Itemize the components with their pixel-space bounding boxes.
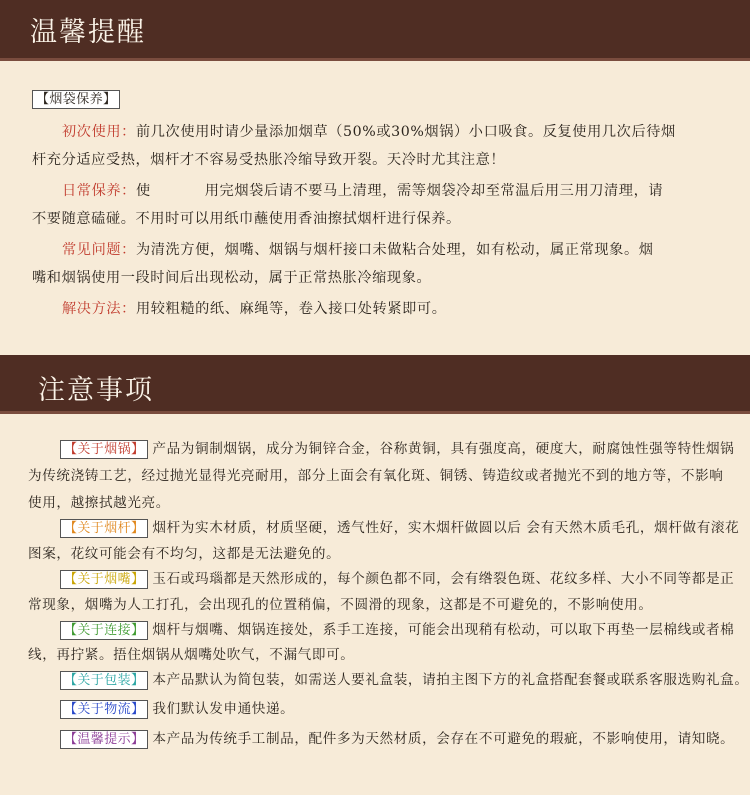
note-tag: 【关于烟嘴】 [60,570,148,589]
note-tag: 【关于包装】 [60,671,148,690]
note-tag: 【温馨提示】 [60,730,148,749]
care-item-first-use: 初次使用：前几次使用时请少量添加烟草（50%或30%烟锅）小口吸食。反复使用几次后待烟 [62,124,676,140]
note-tip: 【温馨提示】 本产品为传统手工制品，配件多为天然材质，会存在不可避免的瑕疵，不影响使用，请知晓。 [60,727,734,749]
note-mouthpiece: 【关于烟嘴】 玉石或玛瑙都是天然形成的，每个颜色都不同，会有绺裂色斑、花纹多样、大小不同等都是正 [60,567,734,589]
care-item-common-issues: 常见问题：为清洗方便，烟嘴、烟锅与烟杆接口未做粘合处理，如有松动，属正常现象。烟 [62,242,654,258]
care-item-label: 解决方法： [62,301,136,317]
note-stem: 【关于烟杆】 烟杆为实木材质，材质坚硬，透气性好，实木烟杆做圆以后 会有天然木质毛孔，烟杆做有滚花 [60,516,739,538]
note-bowl: 【关于烟锅】 产品为铜制烟锅，成分为铜锌合金，谷称黄铜，具有强度高，硬度大，耐腐蚀性强等特性烟锅 [60,437,734,459]
section-title: 温馨提醒 [30,17,146,48]
note-tag: 【关于连接】 [60,621,148,640]
care-item-daily-care: 日常保养：使 用完烟袋后请不要马上清理，需等烟袋冷却至常温后用三用刀清理，请 [62,183,664,199]
care-item-label: 常见问题： [62,242,136,258]
note-tag: 【关于物流】 [60,700,148,719]
section-title: 注意事项 [38,375,154,406]
note-packaging: 【关于包装】 本产品默认为简包装，如需送人要礼盒装，请拍主图下方的礼盒搭配套餐或联系客服选购礼盒。 [60,668,749,690]
care-subheader-tag: 【烟袋保养】 [32,90,120,109]
note-tag: 【关于烟杆】 [60,519,148,538]
care-item-label: 初次使用： [62,124,136,140]
care-item-solution: 解决方法：用较粗糙的纸、麻绳等，卷入接口处转紧即可。 [62,301,447,317]
note-shipping: 【关于物流】 我们默认发申通快递。 [60,697,294,719]
note-connection: 【关于连接】 烟杆与烟嘴、烟锅连接处，系手工连接，可能会出现稍有松动，可以取下再垫一层棉线或者棉 [60,618,734,640]
header-divider [0,411,750,414]
section-header-warm-reminder [0,0,750,58]
section-header-notes [0,355,750,411]
care-item-label: 日常保养： [62,183,136,199]
care-subheader [32,90,124,109]
note-tag: 【关于烟锅】 [60,440,148,459]
header-divider [0,58,750,61]
